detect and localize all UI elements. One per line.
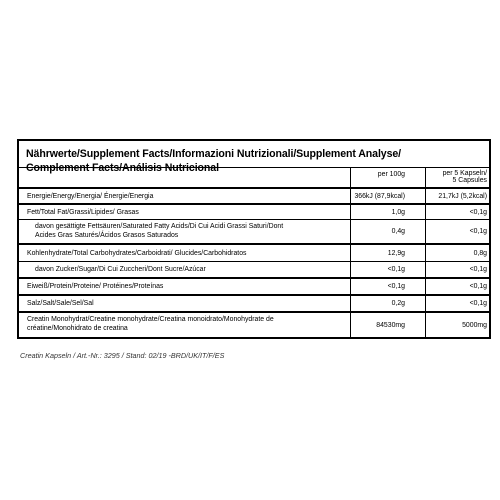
row-nutrient: davon Zucker/Sugar/Di Cui Zuccheri/Dont Sucre/Azúcar	[35, 266, 206, 273]
header-per-100g-text: per 100g	[377, 170, 405, 178]
row-nutrient: Kohlenhydrate/Total Carbohydrates/Carboidrati/ Glucides/Carbohidratos	[27, 249, 247, 257]
row-nutrient-line-2: Acides Gras Saturés/Ácidos Grasos Saturados	[35, 231, 179, 239]
row-nutrient	[27, 313, 327, 337]
article-footer: Creatin Kapseln / Art.-Nr.: 3295 / Stand: 02/19 -BRD/UK/IT/F/ES	[20, 351, 225, 360]
table-row	[19, 296, 489, 313]
row-nutrient	[35, 220, 335, 243]
row-value-per-100g: 1,0g	[391, 208, 405, 216]
row-nutrient: Eiweiß/Protein/Proteine/ Protéines/Proteínas	[27, 283, 164, 290]
table-row	[19, 220, 489, 245]
title-line-1: Nährwerte/Supplement Facts/Informazioni Nutrizionali/Supplement Analyse/	[26, 148, 402, 160]
row-value-per-100g: 0,2g	[391, 300, 405, 307]
row-value-per-5-capsules: <0,1g	[469, 208, 487, 216]
row-value-per-5-capsules: <0,1g	[469, 228, 487, 235]
row-nutrient-line-1: Creatin Monohydrat/Creatine monohydrate/Creatina monoidrato/Monohydrate de	[27, 316, 274, 324]
row-value-per-5-capsules: <0,1g	[469, 300, 487, 307]
table-row	[19, 205, 489, 220]
row-value-per-5-capsules: 21,7kJ (5,2kcal)	[438, 192, 487, 200]
table-row	[19, 189, 489, 205]
row-value-per-5-capsules: <0,1g	[469, 283, 487, 290]
table-row	[19, 245, 489, 262]
header-caps-line-1: per 5 Kapseln/	[442, 170, 487, 177]
row-nutrient: Fett/Total Fat/Grassi/Lipides/ Grasas	[27, 208, 139, 216]
title-line-2: Complement Facts/Análisis Nutricional	[26, 162, 219, 174]
row-value-per-100g: 84530mg	[376, 321, 405, 329]
table-row	[19, 313, 489, 337]
row-nutrient: Salz/Salt/Sale/Sel/Sal	[27, 300, 94, 307]
row-value-per-100g: <0,1g	[387, 266, 405, 273]
table-row	[19, 279, 489, 296]
row-value-per-100g: 12,9g	[387, 249, 405, 257]
header-per-100g	[349, 168, 409, 180]
nutrition-label	[17, 139, 491, 339]
table-row	[19, 262, 489, 279]
row-value-per-5-capsules: 5000mg	[462, 321, 487, 329]
row-value-per-5-capsules: <0,1g	[469, 266, 487, 273]
header-caps-line-2: 5 Capsules	[452, 177, 487, 184]
table-header-row	[19, 167, 489, 189]
row-nutrient: Energie/Energy/Energia/ Énergie/Energia	[27, 192, 154, 200]
row-value-per-5-capsules: 0,8g	[473, 249, 487, 257]
row-value-per-100g: 0,4g	[391, 228, 405, 235]
row-nutrient-line-2: créatine/Monohidrato de creatina	[27, 325, 128, 332]
header-per-5-capsules	[427, 168, 489, 187]
row-value-per-100g: 366kJ (87,9kcal)	[354, 192, 405, 200]
row-nutrient-line-1: davon gesättigte Fettsäuren/Saturated Fatty Acids/Di Cui Acidi Grassi Saturi/Dont	[35, 222, 284, 230]
row-value-per-100g: <0,1g	[387, 283, 405, 290]
